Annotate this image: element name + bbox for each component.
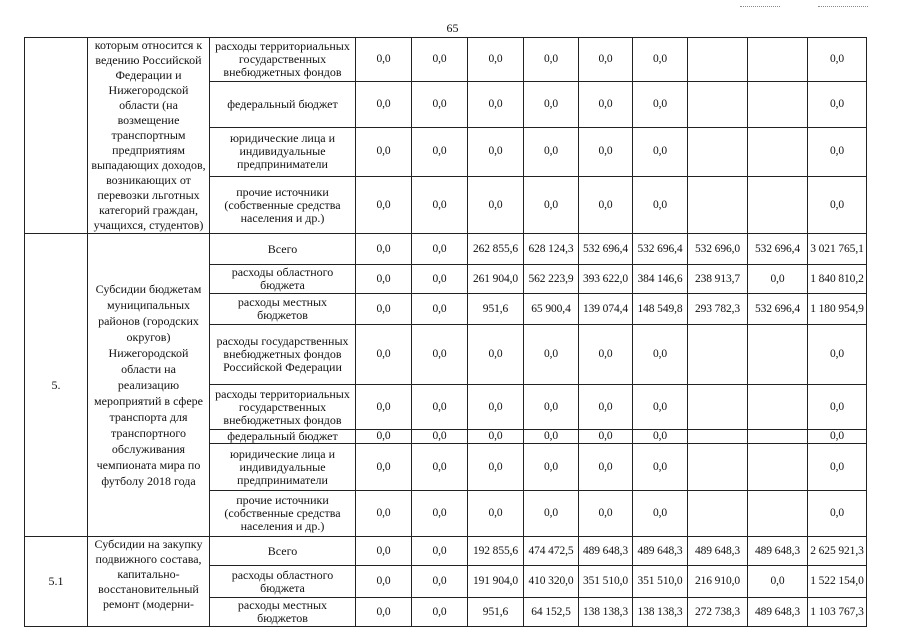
value-cell: 0,0 [808, 444, 867, 491]
value-cell: 1 103 767,3 [808, 598, 867, 627]
value-cell: 532 696,4 [748, 234, 808, 265]
value-cell: 0,0 [412, 385, 468, 430]
value-cell: 0,0 [412, 325, 468, 385]
value-cell: 0,0 [633, 491, 688, 537]
funding-source-cell: расходы областного бюджета [210, 265, 356, 294]
value-cell: 0,0 [633, 444, 688, 491]
funding-source-cell: юридические лица и индивидуальные предприниматели [210, 444, 356, 491]
value-cell: 0,0 [356, 430, 412, 444]
funding-source-cell: расходы местных бюджетов [210, 294, 356, 325]
funding-source-cell: Всего [210, 537, 356, 566]
value-cell: 628 124,3 [524, 234, 579, 265]
value-cell: 238 913,7 [688, 265, 748, 294]
value-cell: 0,0 [412, 234, 468, 265]
value-cell: 0,0 [412, 294, 468, 325]
value-cell: 0,0 [524, 385, 579, 430]
funding-source-cell: прочие источники (собственные средства населения и др.) [210, 177, 356, 234]
value-cell: 0,0 [579, 430, 633, 444]
funding-source-cell: расходы государственных внебюджетных фондов Российской Федерации [210, 325, 356, 385]
value-cell: 1 840 810,2 [808, 265, 867, 294]
value-cell [688, 491, 748, 537]
value-cell: 262 855,6 [468, 234, 524, 265]
value-cell [688, 82, 748, 127]
value-cell: 0,0 [356, 265, 412, 294]
value-cell: 0,0 [356, 177, 412, 234]
table-row [25, 537, 867, 566]
value-cell: 0,0 [808, 38, 867, 82]
funding-source-cell: расходы территориальных государственных внебюджетных фондов [210, 38, 356, 82]
value-cell: 0,0 [524, 82, 579, 127]
value-cell: 351 510,0 [633, 566, 688, 598]
value-cell [688, 325, 748, 385]
value-cell: 0,0 [356, 598, 412, 627]
value-cell: 0,0 [356, 234, 412, 265]
value-cell [688, 444, 748, 491]
value-cell: 1 522 154,0 [808, 566, 867, 598]
value-cell: 0,0 [412, 444, 468, 491]
value-cell: 0,0 [524, 325, 579, 385]
value-cell: 0,0 [356, 325, 412, 385]
value-cell: 0,0 [412, 598, 468, 627]
value-cell: 0,0 [356, 294, 412, 325]
value-cell: 0,0 [579, 444, 633, 491]
value-cell: 0,0 [524, 177, 579, 234]
page-number: 65 [446, 21, 459, 35]
value-cell: 351 510,0 [579, 566, 633, 598]
row-number-cell [25, 38, 88, 234]
value-cell: 0,0 [633, 385, 688, 430]
value-cell: 0,0 [579, 82, 633, 127]
value-cell: 65 900,4 [524, 294, 579, 325]
value-cell: 951,6 [468, 598, 524, 627]
value-cell: 2 625 921,3 [808, 537, 867, 566]
value-cell: 0,0 [633, 38, 688, 82]
funding-source-cell: Всего [210, 234, 356, 265]
value-cell: 0,0 [579, 325, 633, 385]
value-cell: 0,0 [633, 430, 688, 444]
value-cell: 0,0 [412, 82, 468, 127]
value-cell [748, 444, 808, 491]
value-cell: 532 696,4 [748, 294, 808, 325]
value-cell: 0,0 [468, 325, 524, 385]
value-cell: 0,0 [524, 444, 579, 491]
budget-table [24, 37, 867, 627]
value-cell: 0,0 [633, 82, 688, 127]
value-cell: 0,0 [356, 444, 412, 491]
value-cell [688, 177, 748, 234]
value-cell: 293 782,3 [688, 294, 748, 325]
table-row [25, 38, 867, 82]
value-cell: 0,0 [356, 491, 412, 537]
value-cell: 0,0 [579, 491, 633, 537]
value-cell: 0,0 [808, 385, 867, 430]
value-cell [748, 38, 808, 82]
value-cell: 0,0 [808, 127, 867, 177]
value-cell: 489 648,3 [748, 598, 808, 627]
value-cell: 0,0 [748, 265, 808, 294]
value-cell: 0,0 [356, 566, 412, 598]
value-cell: 474 472,5 [524, 537, 579, 566]
value-cell [688, 385, 748, 430]
value-cell: 0,0 [468, 444, 524, 491]
scan-mark-left [740, 6, 780, 7]
value-cell: 0,0 [412, 566, 468, 598]
value-cell: 0,0 [579, 38, 633, 82]
value-cell: 0,0 [808, 430, 867, 444]
value-cell: 0,0 [412, 491, 468, 537]
value-cell: 0,0 [468, 385, 524, 430]
value-cell: 0,0 [356, 385, 412, 430]
value-cell: 0,0 [808, 491, 867, 537]
value-cell: 139 074,4 [579, 294, 633, 325]
value-cell: 0,0 [808, 325, 867, 385]
value-cell: 0,0 [633, 325, 688, 385]
value-cell: 0,0 [412, 127, 468, 177]
value-cell: 0,0 [468, 491, 524, 537]
value-cell: 532 696,4 [633, 234, 688, 265]
funding-source-cell: юридические лица и индивидуальные предприниматели [210, 127, 356, 177]
value-cell [688, 430, 748, 444]
value-cell: 0,0 [468, 38, 524, 82]
value-cell [748, 82, 808, 127]
value-cell: 272 738,3 [688, 598, 748, 627]
value-cell: 0,0 [524, 491, 579, 537]
value-cell: 0,0 [356, 38, 412, 82]
value-cell [688, 38, 748, 82]
value-cell: 0,0 [468, 127, 524, 177]
value-cell: 532 696,4 [579, 234, 633, 265]
value-cell: 489 648,3 [688, 537, 748, 566]
value-cell: 1 180 954,9 [808, 294, 867, 325]
value-cell: 0,0 [412, 537, 468, 566]
value-cell: 0,0 [356, 82, 412, 127]
row-number-cell: 5.1 [25, 537, 88, 627]
value-cell: 0,0 [579, 385, 633, 430]
funding-source-cell: расходы территориальных государственных внебюджетных фондов [210, 385, 356, 430]
value-cell: 0,0 [412, 177, 468, 234]
value-cell: 0,0 [468, 177, 524, 234]
value-cell: 148 549,8 [633, 294, 688, 325]
value-cell [748, 177, 808, 234]
value-cell: 532 696,0 [688, 234, 748, 265]
value-cell [748, 491, 808, 537]
value-cell: 0,0 [468, 82, 524, 127]
value-cell: 138 138,3 [633, 598, 688, 627]
funding-source-cell: федеральный бюджет [210, 82, 356, 127]
value-cell: 0,0 [808, 177, 867, 234]
value-cell: 0,0 [468, 430, 524, 444]
value-cell: 0,0 [808, 82, 867, 127]
value-cell [748, 325, 808, 385]
table-row [25, 234, 867, 265]
value-cell: 0,0 [579, 177, 633, 234]
value-cell: 410 320,0 [524, 566, 579, 598]
value-cell: 64 152,5 [524, 598, 579, 627]
value-cell [748, 430, 808, 444]
measure-name-cell: которым относится к ведению Российской Федерации и Нижегородской области (на возмещение транспортным предприятиям выпадающих доходов, возникающих от перевозки льготных категорий граждан, учащихся, студентов) [88, 38, 210, 234]
funding-source-cell: расходы местных бюджетов [210, 598, 356, 627]
value-cell: 0,0 [579, 127, 633, 177]
value-cell: 261 904,0 [468, 265, 524, 294]
value-cell: 0,0 [633, 127, 688, 177]
value-cell: 951,6 [468, 294, 524, 325]
value-cell: 0,0 [748, 566, 808, 598]
value-cell: 489 648,3 [633, 537, 688, 566]
row-number-cell: 5. [25, 234, 88, 537]
value-cell: 562 223,9 [524, 265, 579, 294]
value-cell [748, 127, 808, 177]
value-cell: 0,0 [524, 127, 579, 177]
value-cell: 489 648,3 [748, 537, 808, 566]
value-cell: 191 904,0 [468, 566, 524, 598]
value-cell [688, 127, 748, 177]
value-cell: 0,0 [633, 177, 688, 234]
measure-name-cell: Субсидии на закупку подвижного состава, капитально-восстановительный ремонт (модерни- [88, 537, 210, 627]
value-cell [748, 385, 808, 430]
funding-source-cell: федеральный бюджет [210, 430, 356, 444]
value-cell: 216 910,0 [688, 566, 748, 598]
value-cell: 0,0 [412, 265, 468, 294]
funding-source-cell: расходы областного бюджета [210, 566, 356, 598]
value-cell: 0,0 [356, 537, 412, 566]
value-cell: 384 146,6 [633, 265, 688, 294]
value-cell: 3 021 765,1 [808, 234, 867, 265]
value-cell: 192 855,6 [468, 537, 524, 566]
value-cell: 0,0 [356, 127, 412, 177]
value-cell: 393 622,0 [579, 265, 633, 294]
value-cell: 0,0 [412, 38, 468, 82]
value-cell: 0,0 [524, 430, 579, 444]
measure-name-cell: Субсидии бюджетам муниципальных районов (городских округов) Нижегородской области на реализацию мероприятий в сфере транспорта для транспортного обслуживания чемпионата мира по футболу 2018 года [88, 234, 210, 537]
value-cell: 0,0 [412, 430, 468, 444]
value-cell: 489 648,3 [579, 537, 633, 566]
scan-mark-right [818, 6, 868, 7]
value-cell: 138 138,3 [579, 598, 633, 627]
funding-source-cell: прочие источники (собственные средства населения и др.) [210, 491, 356, 537]
value-cell: 0,0 [524, 38, 579, 82]
